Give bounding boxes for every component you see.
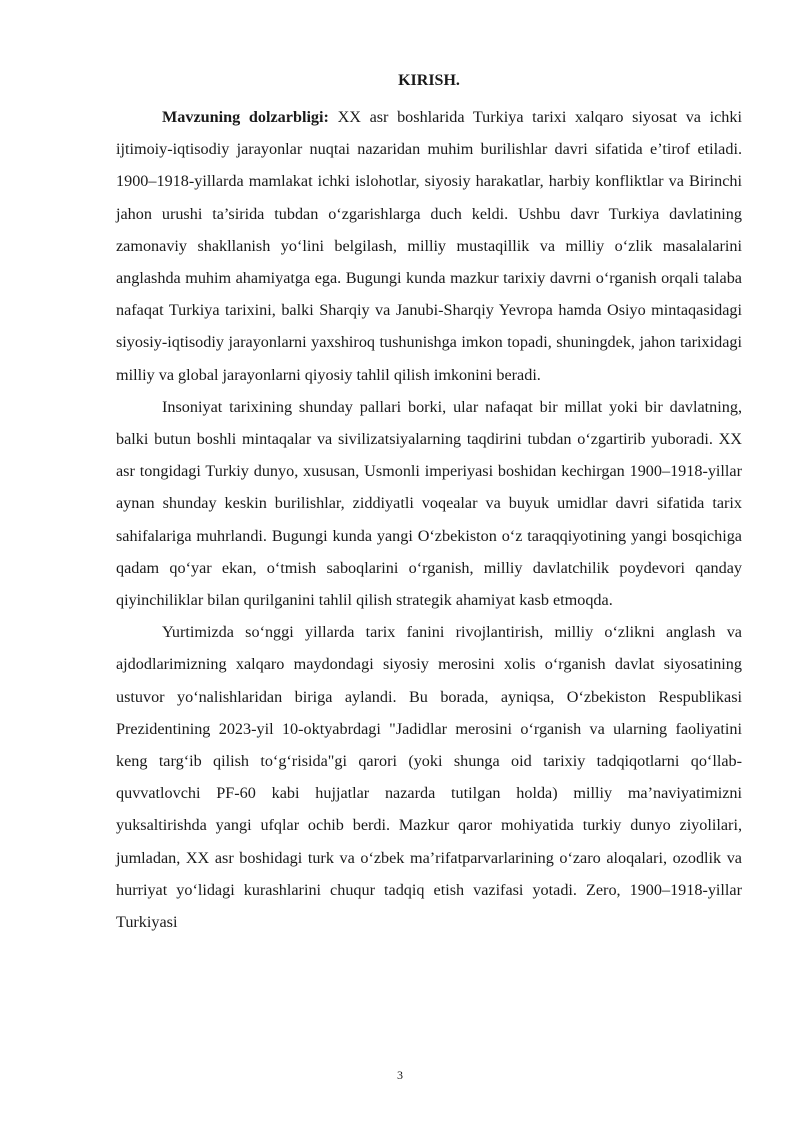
document-page [116,70,742,938]
paragraph-text: Insoniyat tarixining shunday pallari borki, ular nafaqat bir millat yoki bir davlatning, balki butun boshli mintaqalar va sivilizatsiyalarning taqdirini tubdan o‘zgartirib yuboradi. XX asr tongidagi Turkiy dunyo, xususan, Usmonli imperiyasi boshidan kechirgan 1900–1918-yillar aynan shunday keskin burilishlar, ziddiyatli voqealar va buyuk umidlar davri sifatida tarix sahifalariga muhrlandi. Bugungi kunda yangi O‘zbekiston o‘z taraqqiyotining yangi bosqichiga qadam qo‘yar ekan, o‘tmish saboqlarini o‘rganish, milliy davlatchilik poydevori qanday qiyinchiliklar bilan qurilganini tahlil qilish strategik ahamiyat kasb etmoqda. [116,397,742,610]
paragraph-text: XX asr boshlarida Turkiya tarixi xalqaro siyosat va ichki ijtimoiy-iqtisodiy jarayonlar nuqtai nazaridan muhim burilishlar davri sifatida e’tirof etiladi. 1900–1918-yillarda mamlakat ichki islohotlar, siyosiy harakatlar, harbiy konfliktlar va Birinchi jahon urushi ta’sirida tubdan o‘zgarishlarga duch keldi. Ushbu davr Turkiya davlatining zamonaviy shakllanish yo‘lini belgilash, milliy mustaqillik va milliy o‘zlik masalalarini anglashda muhim ahamiyatga ega. Bugungi kunda mazkur tarixiy davrni o‘rganish orqali talaba nafaqat Turkiya tarixini, balki Sharqiy va Janubi-Sharqiy Yevropa hamda Osiyo mintaqasidagi siyosiy-iqtisodiy jarayonlarni yaxshiroq tushunishga imkon topadi, shuningdek, jahon tarixidagi milliy va global jarayonlarni qiyosiy tahlil qilish imkonini beradi. [116,108,742,384]
section-heading: KIRISH. [398,72,460,89]
page-number: 3 [397,1068,403,1082]
paragraph-relevance [116,101,742,391]
paragraph-policy [116,616,742,938]
paragraph-text: Yurtimizda so‘nggi yillarda tarix fanini rivojlantirish, milliy o‘zlikni anglash va ajdodlarimizning xalqaro maydondagi siyosiy merosini xolis o‘rganish davlat siyosatining ustuvor yo‘nalishlaridan biriga aylandi. Bu borada, ayniqsa, O‘zbekiston Respublikasi Prezidentining 2023-yil 10-oktyabrdagi "Jadidlar merosini o‘rganish va ularning faoliyatini keng targ‘ib qilish to‘g‘risida"gi qarori (yoki shunga oid tarixiy tadqiqotlarni qo‘llab-quvvatlovchi PF-60 kabi hujjatlar nazarda tutilgan holda) milliy ma’naviyatimizni yuksaltirishda yangi ufqlar ochib berdi. Mazkur qaror mohiyatida turkiy dunyo ziyolilari, jumladan, XX asr boshidagi turk va o‘zbek ma’rifatparvarlarining o‘zaro aloqalari, ozodlik va hurriyat yo‘lidagi kurashlarini chuqur tadqiq etish vazifasi yotadi. Zero, 1900–1918-yillar Turkiyasi [116,623,742,932]
paragraph-history [116,391,742,616]
paragraph-lead: Mavzuning dolzarbligi: [162,108,338,126]
